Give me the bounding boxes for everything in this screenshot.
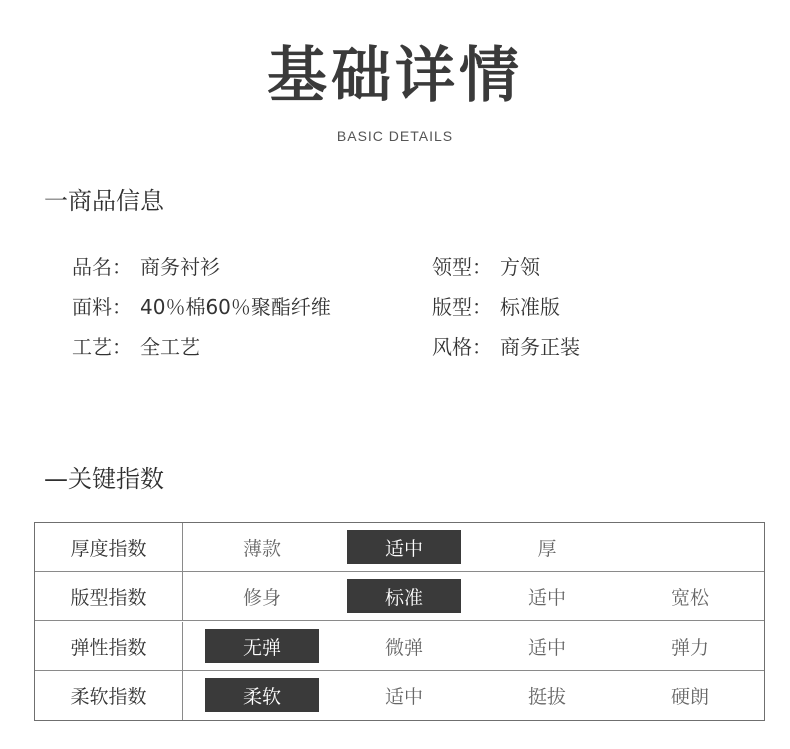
info-item-collar: [432, 254, 540, 280]
info-item-style: [432, 334, 580, 360]
info-value: 标准版: [500, 295, 560, 319]
key-indices-heading: —关键指数: [44, 465, 164, 493]
row-label: 弹性指数: [35, 622, 183, 670]
option-cell-selected: 适中: [347, 530, 461, 564]
option-cell: 适中: [527, 636, 566, 659]
option-cell: 修身: [242, 586, 281, 609]
page-title: 基础详情: [267, 41, 523, 111]
info-item-name: [72, 254, 220, 280]
row-label: 厚度指数: [35, 523, 183, 571]
option-cell: [633, 530, 747, 564]
option-cell-selected: 标准: [347, 579, 461, 613]
info-label: 面料：: [72, 295, 132, 319]
info-label: 版型：: [432, 295, 492, 319]
page-subtitle: BASIC DETAILS: [336, 128, 454, 144]
index-row-fit: [35, 572, 764, 621]
index-row-elasticity: [35, 622, 764, 671]
product-info-heading: 一商品信息: [44, 187, 164, 215]
info-value: 40％棉60％聚酯纤维: [140, 295, 331, 319]
key-indices-table: [34, 522, 765, 721]
option-cell-selected: 柔软: [205, 678, 319, 712]
option-cell: 薄款: [242, 537, 281, 560]
info-value: 全工艺: [140, 335, 200, 359]
row-label: 版型指数: [35, 572, 183, 620]
index-row-thickness: [35, 523, 764, 572]
option-cell-selected: 无弹: [205, 629, 319, 663]
option-cell: 适中: [527, 586, 566, 609]
option-cell: 宽松: [670, 586, 709, 609]
option-cell: 弹力: [670, 636, 709, 659]
option-cell: 挺拔: [527, 685, 566, 708]
option-cell: 适中: [384, 685, 423, 708]
info-item-fit: [432, 294, 560, 320]
info-item-craft: [72, 334, 200, 360]
info-value: 商务正装: [500, 335, 580, 359]
info-label: 领型：: [432, 255, 492, 279]
option-cell: 厚: [537, 537, 557, 560]
info-label: 风格：: [432, 335, 492, 359]
info-value: 商务衬衫: [140, 255, 220, 279]
info-value: 方领: [500, 255, 540, 279]
option-cell: 微弹: [384, 636, 423, 659]
info-label: 品名：: [72, 255, 132, 279]
index-row-softness: [35, 671, 764, 720]
info-label: 工艺：: [72, 335, 132, 359]
option-cell: 硬朗: [670, 685, 709, 708]
info-item-fabric: [72, 294, 331, 320]
row-label: 柔软指数: [35, 671, 183, 720]
